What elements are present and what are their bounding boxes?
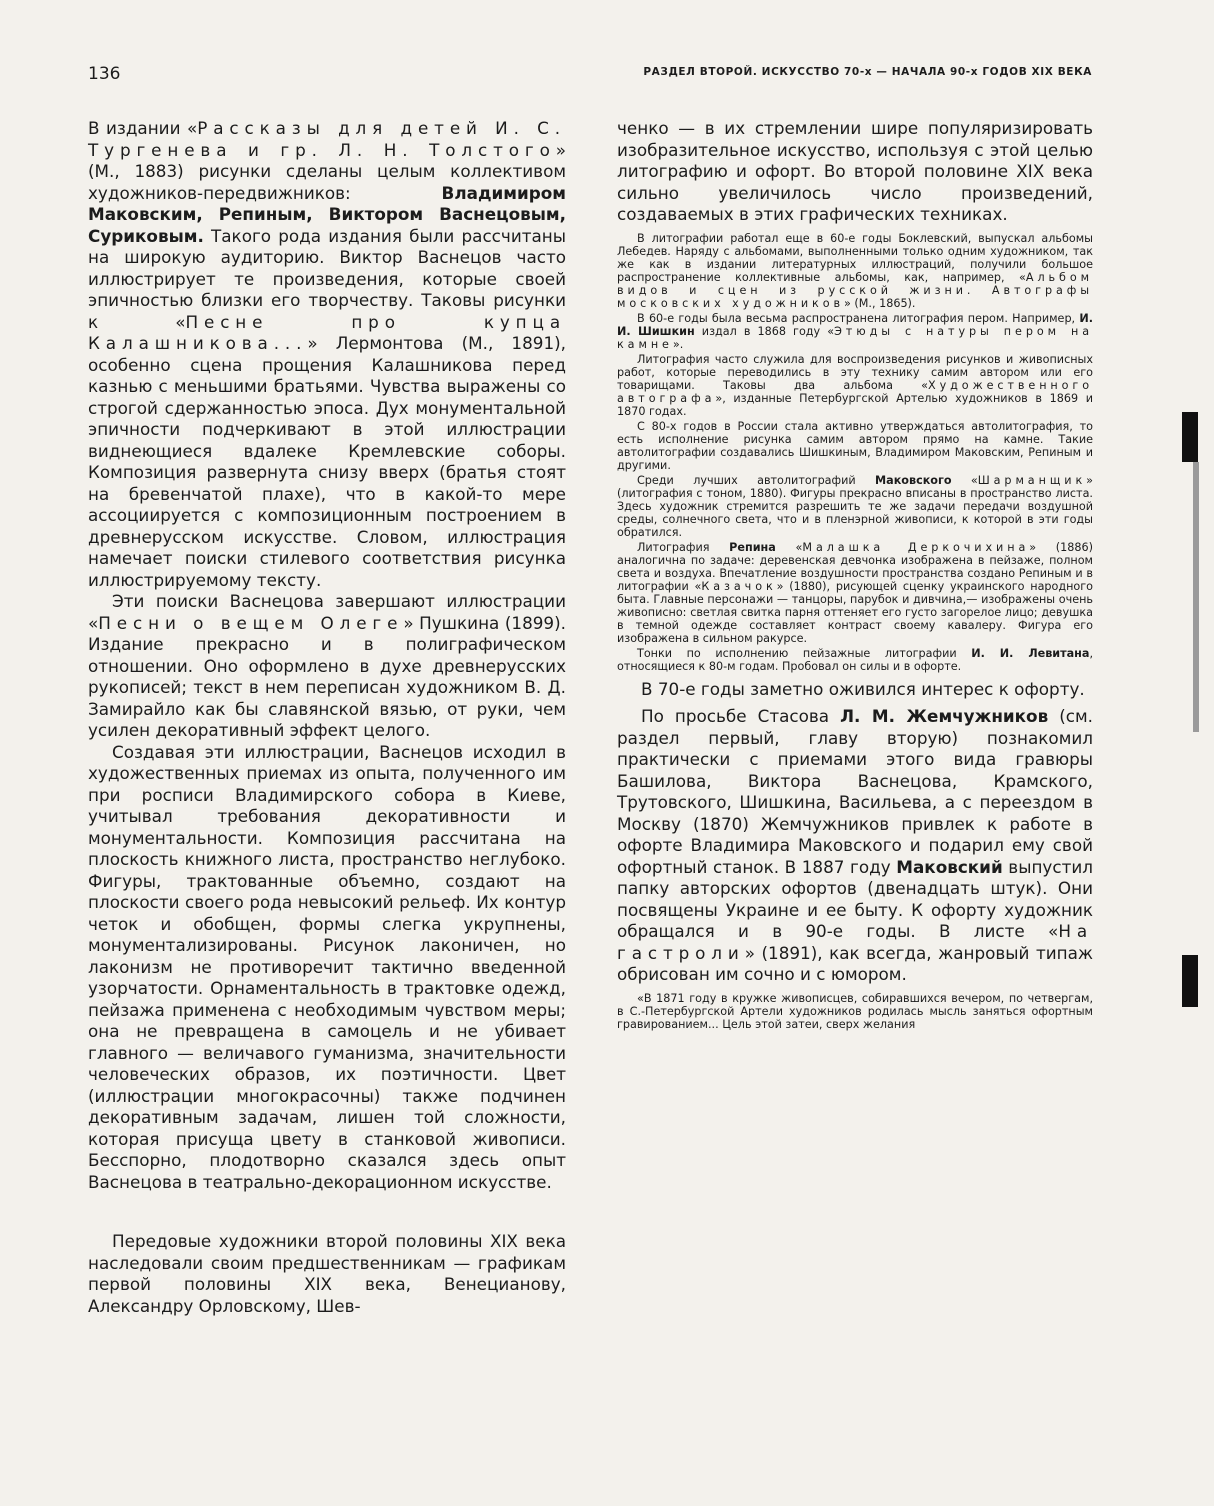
small-paragraph: Литография часто служила для воспроизведения рисунков и живописных работ, которые переводились в эту технику самим автором или его товарищами. Таковы два альбома «Художественного автографа», изданные Петербургской Артелью художников в 1869 и 1870 годах. [617,352,1093,418]
spaced-title: Малашка Деркочихина [802,540,1030,554]
paragraph: Создавая эти иллюстрации, Васнецов исходил в художественных приемах из опыта, полученного им при росписи Владимирского собора в Киеве, учитывал требования декоративности и монументальности. Композиция рассчитана на плоскость книжного листа, пространство неглубоко. Фигуры, трактованные объемно, создают на плоскости своего рода невысокий рельеф. Их контур четок и обобщен, формы слегка укрупнены, монументализированы. Рисунок лаконичен, но лаконизм не противоречит тактично введенной узорчатости. Орнаментальность в трактовке одежд, пейзажа применена с необходимым чувством меры; она не превращена в самоцель и не убивает главного — величавого гуманизма, значительности человеческих образов, их поэтичности. Цвет (иллюстрации многокрасочны) также подчинен декоративным задачам, лишен той сложности, которая присуща цвету в станковой живописи. Бесспорно, плодотворно сказался здесь опыт Васнецова в театрально-декорационном искусстве. [88,741,566,1192]
small-paragraph: В литографии работал еще в 60-е годы Боклевский, выпускал альбомы Лебедев. Наряду с альбомами, выполненными только одним художником, так же как в издании литературных иллюстраций, получили большое распространение коллективные альбомы, как, например, «Альбом видов и сцен из русской жизни. Автографы московских художников» (М., 1865). [617,231,1093,310]
spaced-title: Художественного автографа [617,378,1093,405]
right-column [617,118,1093,1033]
spaced-title: Рассказы для детей И. С. Тургенева и гр. Л. Н. Толстого [88,118,566,160]
artist-names: Владимиром Маковским, Репиным, Виктором Васнецовым, Суриковым. [88,182,566,246]
small-paragraph: Литография Репина «Малашка Деркочихина» (1886) аналогична по задаче: деревенская девчонка изображена в пейзаже, полном света и воздуха. Впечатление воздушности пространства создано Репиным и в литографии «Казачок» (1880), рисующей сценку украинского народного быта. Главные персонажи — танцоры, парубок и дивчина,— изображены очень живописно: светлая свитка парня оттеняет его густо загорелое лицо; девушка в темной одежде составляет контраст своему кавалеру. Фигура его изображена в сильном ракурсе. [617,540,1093,645]
running-head: РАЗДЕЛ ВТОРОЙ. ИСКУССТВО 70-х — НАЧАЛА 90-х ГОДОВ XIX ВЕКА [643,66,1092,78]
artist-name: И. И. Шишкин [617,311,1093,338]
spaced-title: Казачок [701,579,777,593]
scan-edge-mark [1182,412,1198,462]
paragraph: ченко — в их стремлении шире популяризировать изобразительное искусство, используя с этой целью литографию и офорт. Во второй половине XIX века сильно увеличилось число произведений, создаваемых в этих графических техниках. [617,118,1093,224]
page-number: 136 [88,64,121,84]
paragraph: Передовые художники второй половины XIX века наследовали своим предшественникам — графикам первой половины XIX века, Венецианову, Александру Орловскому, Шев- [88,1231,566,1316]
small-paragraph: «В 1871 году в кружке живописцев, собиравшихся вечером, по четвергам, в С.-Петербургской Артели художников родилась мысль заняться офортным гравированием... Цель этой затеи, сверх желания [617,991,1093,1031]
artist-name: Л. М. Жемчужников [840,706,1049,726]
spaced-title: Этюды с натуры пером на камне [617,324,1093,351]
artist-name: Маковский [896,856,1003,877]
spaced-title: На гастроли [617,921,1093,963]
small-paragraph: Тонки по исполнению пейзажные литографии И. И. Левитана, относящиеся к 80-м годам. Пробовал он силы и в офорте. [617,646,1093,673]
spaced-title: Песне про купца Калашникова... [88,311,566,353]
small-paragraph: В 60-е годы была весьма распространена литография пером. Например, И. И. Шишкин издал в 1868 году «Этюды с натуры пером на камне». [617,311,1093,351]
scan-edge-mark [1193,462,1199,732]
spaced-title: Песни о вещем Олеге [98,612,404,633]
small-paragraph: С 80-х годов в России стала активно утверждаться автолитография, то есть исполнение рисунка самим автором прямо на камне. Такие автолитографии создавались Шишкиным, Владимиром Маковским, Репиным и другими. [617,419,1093,472]
small-paragraph: Среди лучших автолитографий Маковского «Шарманщик» (литография с тоном, 1880). Фигуры прекрасно вписаны в пространство листа. Здесь художник стремится разрешить те же задачи передачи воздушной среды, солнечного света, что и в пленэрной живописи, к которой в эти годы обратился. [617,473,1094,539]
paragraph: В издании «Рассказы для детей И. С. Тургенева и гр. Л. Н. Толстого» (М., 1883) рисунки сделаны целым коллективом художников-передвижников: Владимиром Маковским, Репиным, Виктором Васнецовым, Суриковым. Такого рода издания были рассчитаны на широкую аудиторию. Виктор Васнецов часто иллюстрирует те произведения, которые своей эпичностью близки его творчеству. Таковы рисунки к «Песне про купца Калашникова...» Лермонтова (М., 1891), особенно сцена прощения Калашникова перед казнью с меньшими братьями. Чувства выражены со строгой сдержанностью эпоса. Дух монументальной эпичности подчеркивают в этой иллюстрации виднеющиеся вдалеке Кремлевские соборы. Композиция развернута снизу вверх (братья стоят на бревенчатой плахе), что в какой-то мере ассоциируется с композиционным построением в древнерусском искусстве. Словом, иллюстрация намечает поиски стилевого соответствия рисунка иллюстрируемому тексту. [88,118,566,590]
spaced-title: Альбом видов и сцен из русской жизни. Автографы московских художников [617,270,1093,310]
left-column [88,118,566,1317]
spaced-title: Шарманщик [977,473,1087,487]
paragraph: По просьбе Стасова Л. М. Жемчужников (см. раздел первый, главу вторую) познакомил практически с приемами этого вида гравюры Башилова, Виктора Васнецова, Крамского, Трутовского, Шишкина, Васильева, а с переездом в Москву (1870) Жемчужников привлек к работе в офорте Владимира Маковского и подарил ему свой офортный станок. В 1887 году Маковский выпустил папку авторских офортов (двенадцать штук). Они посвящены Украине и ее быту. К офорту художник обращался и в 90-е годы. В листе «На гастроли» (1891), как всегда, жанровый типаж обрисован им сочно и с юмором. [617,706,1094,984]
artist-name: И. И. Левитана [971,646,1090,660]
artist-name: Маковского [875,473,952,487]
paragraph: Эти поиски Васнецова завершают иллюстрации «Песни о вещем Олеге» Пушкина (1899). Издание прекрасно и в полиграфическом отношении. Оно оформлено в духе древнерусских рукописей; текст в нем переписан художником В. Д. Замирайло как бы славянской вязью, от руки, чем усилен декоративный эффект целого. [88,591,566,740]
artist-name: Репина [729,540,776,554]
scan-edge-mark [1182,955,1198,1007]
paragraph: В 70-е годы заметно оживился интерес к офорту. [641,678,1085,699]
